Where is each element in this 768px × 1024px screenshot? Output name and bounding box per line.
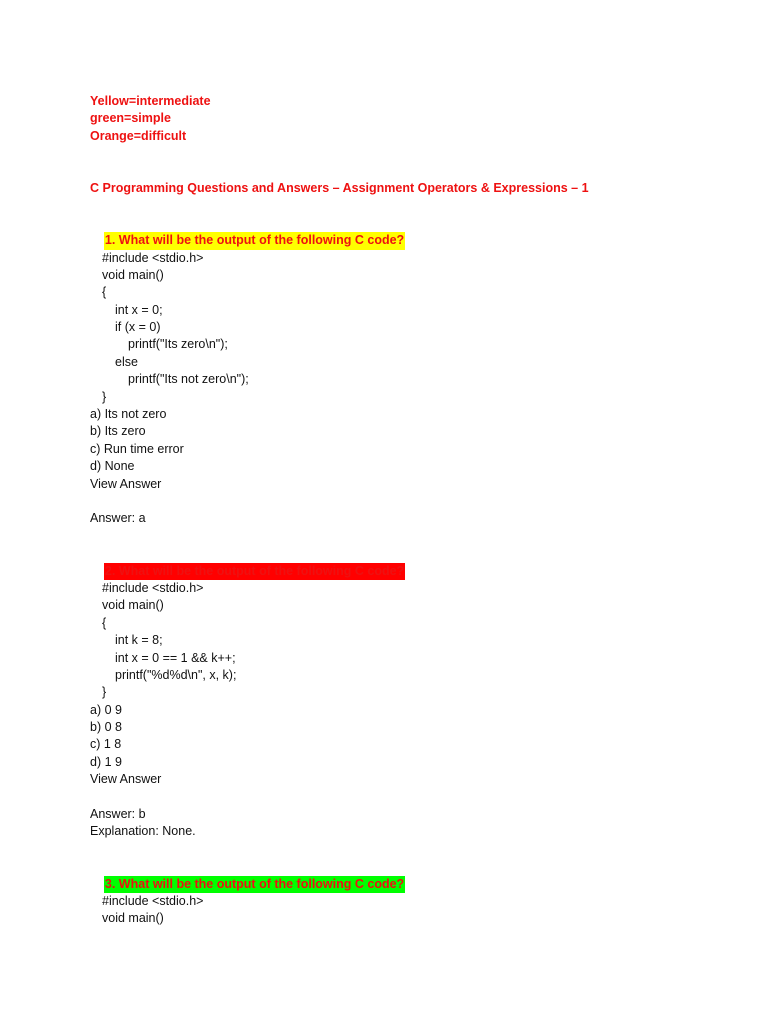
q3-code-line: #include <stdio.h> — [102, 893, 204, 908]
q2-code-line: } — [102, 685, 107, 700]
q2-code-line: int x = 0 == 1 && k++; — [115, 650, 236, 665]
document-page — [90, 93, 730, 928]
q3-code-line: void main() — [102, 911, 164, 926]
q2-option-d: d) 1 9 — [90, 754, 122, 769]
q1-code-line: #include <stdio.h> — [102, 250, 204, 265]
question-1 — [90, 215, 730, 248]
question-3 — [90, 858, 730, 891]
q1-view-answer-link[interactable]: View Answer — [90, 476, 162, 491]
question-3-text: 3. What will be the output of the following C code? — [104, 876, 405, 893]
q1-code-line: else — [115, 354, 138, 369]
q1-code-line: { — [102, 285, 107, 300]
q2-option-c: c) 1 8 — [90, 737, 122, 752]
question-1-text: 1. What will be the output of the following C code? — [104, 232, 405, 249]
q1-option-c: c) Run time error — [90, 441, 184, 456]
q2-answer: Answer: b — [90, 807, 146, 822]
q1-answer: Answer: a — [90, 511, 146, 526]
q1-code-line: printf("Its not zero\n"); — [128, 372, 249, 387]
q2-code-line: void main() — [102, 598, 164, 613]
q1-code-line: if (x = 0) — [115, 320, 161, 335]
q2-option-b: b) 0 8 — [90, 720, 122, 735]
q2-explanation: Explanation: None. — [90, 824, 196, 839]
q2-view-answer-link[interactable]: View Answer — [90, 772, 162, 787]
q1-code-line: } — [102, 389, 107, 404]
question-2-text: 2. What will be the output of the following C code? — [104, 563, 405, 580]
q2-code-line: #include <stdio.h> — [102, 580, 204, 595]
page-title: C Programming Questions and Answers – Assignment Operators & Expressions – 1 — [90, 180, 589, 195]
legend-green: green=simple — [90, 111, 171, 126]
q2-code-line: printf("%d%d\n", x, k); — [115, 667, 237, 682]
q2-option-a: a) 0 9 — [90, 702, 122, 717]
q1-option-d: d) None — [90, 459, 135, 474]
q2-code-line: int k = 8; — [115, 633, 163, 648]
q1-option-b: b) Its zero — [90, 424, 146, 439]
q1-code-line: int x = 0; — [115, 302, 163, 317]
question-2 — [90, 545, 730, 578]
legend-yellow: Yellow=intermediate — [90, 94, 211, 108]
q1-code-line: void main() — [102, 267, 164, 282]
legend-orange: Orange=difficult — [90, 128, 187, 143]
q2-code-line: { — [102, 615, 107, 630]
q1-option-a: a) Its not zero — [90, 407, 167, 422]
q1-code-line: printf("Its zero\n"); — [128, 337, 228, 352]
